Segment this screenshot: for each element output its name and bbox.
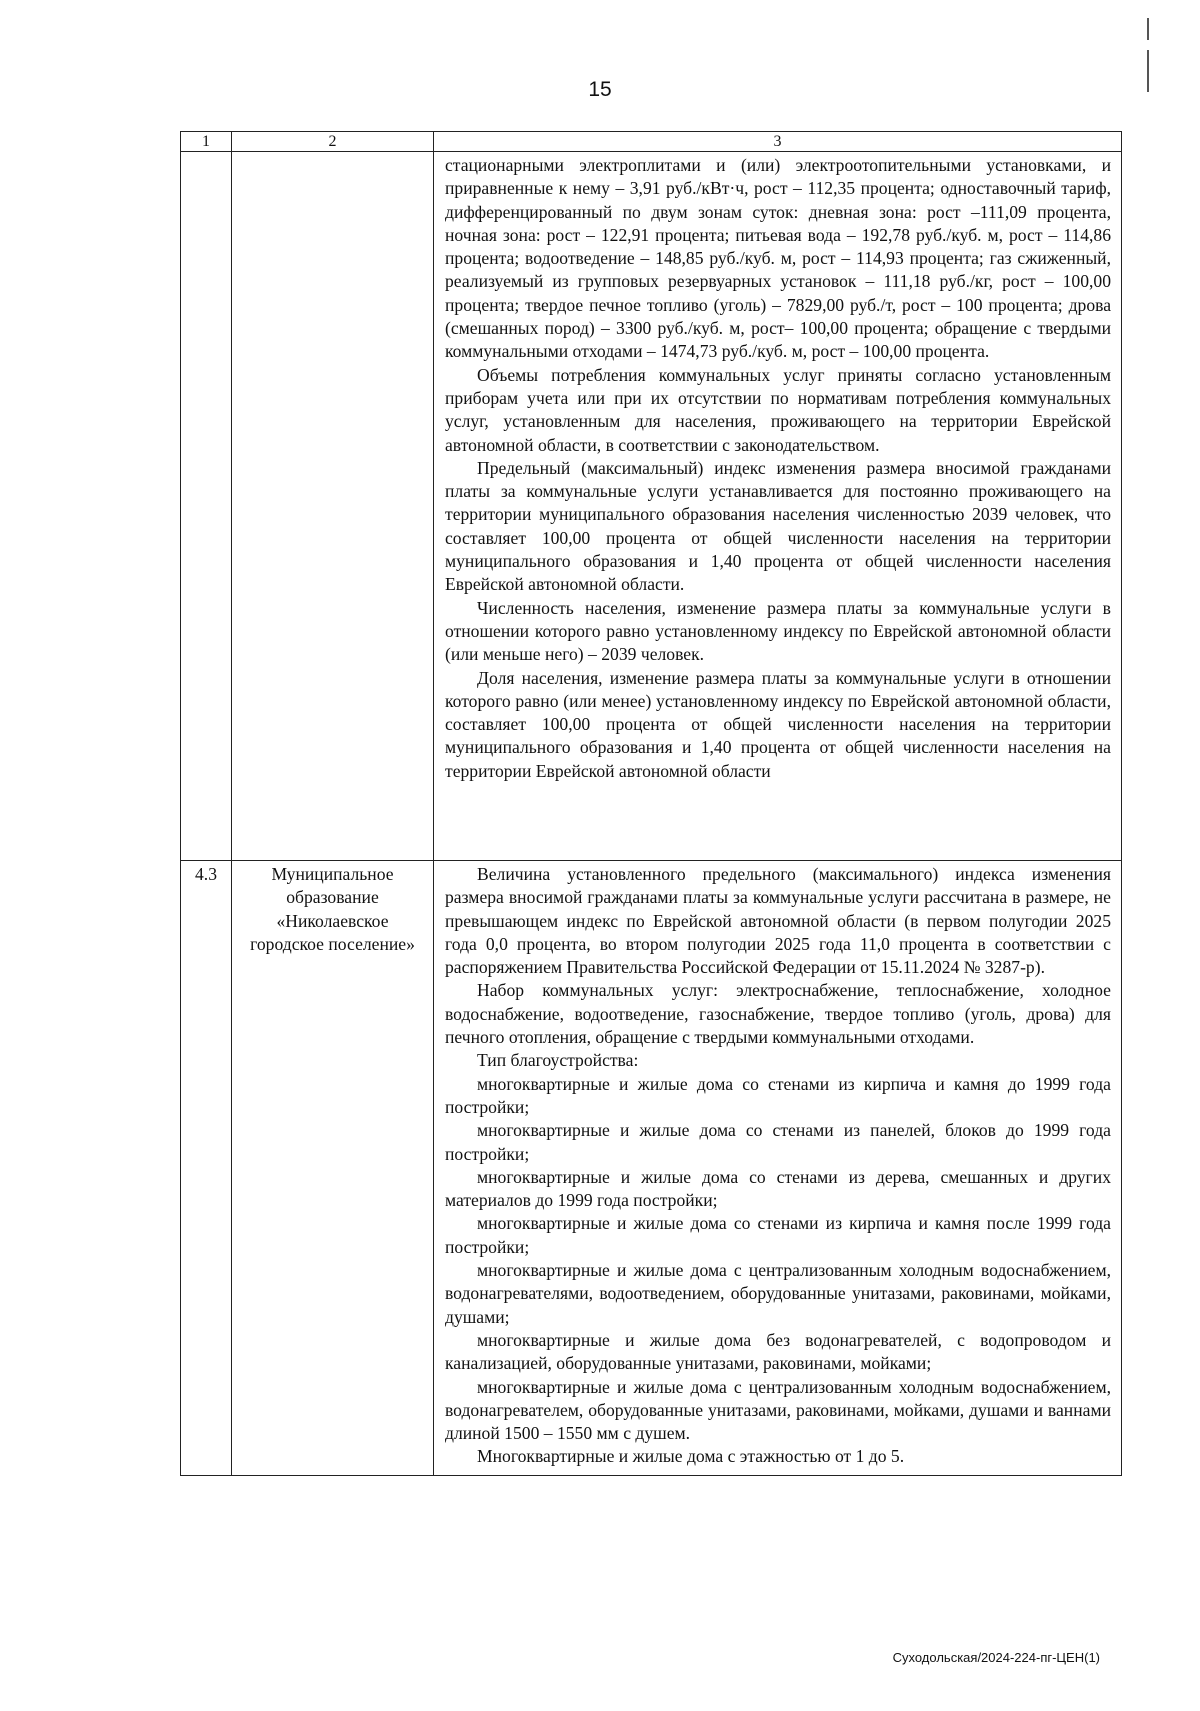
row-name-cell bbox=[232, 861, 434, 1476]
document-code: Суходольская/2024-224-пг-ЦЕН(1) bbox=[892, 1650, 1100, 1665]
row-name-cell bbox=[232, 152, 434, 861]
paragraph: Тип благоустройства: bbox=[477, 1050, 639, 1071]
paragraph: Предельный (максимальный) индекс изменения размера вносимой гражданами платы за коммунальные услуги устанавливается для постоянно проживающего на территории муниципального образования населения численностью 2039 человек, что составляет 100,00 процента от общей численности населения на территории муниципального образования и 1,40 процента от общей численности населения Еврейской автономной области. bbox=[445, 457, 1111, 595]
paragraph: Набор коммунальных услуг: электроснабжение, теплоснабжение, холодное водоснабжение, водоотведение, газоснабжение, твердое топливо (уголь, дрова) для печного отопления, обращение с твердыми коммунальными отходами. bbox=[445, 980, 1111, 1048]
list-item: многоквартирные и жилые дома с централизованным холодным водоснабжением, водонагревателями, водоотведением, оборудованные унитазами, раковинами, мойками, душами; bbox=[445, 1260, 1111, 1327]
row-description-cell bbox=[434, 152, 1122, 861]
paragraph: стационарными электроплитами и (или) электроотопительными установками, и приравненные к нему – 3,91 руб./кВт·ч, рост – 112,35 процента; одноставочный тариф, дифференцированный по двум зонам суток: дневная зона: рост –111,09 процента, ночная зона: рост – 122,91 процента; питьевая вода – 192,78 руб./куб. м, рост – 114,86 процента; водоотведение – 148,85 руб./куб. м, рост – 114,93 процента; газ сжиженный, реализуемый из групповых резервуарных установок – 111,18 руб./кг, рост – 100,00 процента; твердое печное топливо (уголь) – 7829,00 руб./т, рост – 100 процента; дрова (смешанных пород) – 3300 руб./куб. м, рост– 100,00 процента; обращение с твердыми коммунальными отходами – 1474,73 руб./куб. м, рост – 100,00 процента. bbox=[445, 155, 1111, 362]
page-number: 15 bbox=[588, 78, 612, 101]
paragraph: Доля населения, изменение размера платы за коммунальные услуги в отношении которого равно (или менее) установленному индексу по Еврейской автономной области, составляет 100,00 процента от общей численности населения на территории муниципального образования и 1,40 процента от общей численности населения на территории Еврейской автономной области bbox=[445, 667, 1111, 781]
list-item: многоквартирные и жилые дома без водонагревателей, с водопроводом и канализацией, оборудованные унитазами, раковинами, мойками; bbox=[445, 1329, 1111, 1374]
list-item: многоквартирные и жилые дома с централизованным холодным водоснабжением, водонагревателем, оборудованные унитазами, раковинами, мойками, душами и ваннами длиной 1500 – 1550 мм с душем. bbox=[445, 1376, 1111, 1444]
list-item: многоквартирные и жилые дома со стенами из кирпича и камня до 1999 года постройки; bbox=[445, 1073, 1111, 1117]
header-col-2: 2 bbox=[232, 132, 434, 152]
row-number-cell bbox=[181, 861, 232, 1476]
paragraph: Численность населения, изменение размера платы за коммунальные услуги в отношении которого равно установленному индексу по Еврейской автономной области (или меньше него) – 2039 человек. bbox=[445, 597, 1111, 665]
list-item: многоквартирные и жилые дома со стенами из панелей, блоков до 1999 года постройки; bbox=[445, 1120, 1111, 1164]
paragraph: Объемы потребления коммунальных услуг приняты согласно установленным приборам учета или при их отсутствии по нормативам потребления коммунальных услуг, установленным для населения, проживающего на территории Еврейской автономной области, в соответствии с законодательством. bbox=[445, 364, 1111, 455]
table-header-row bbox=[181, 132, 1122, 152]
table-row-4-3 bbox=[181, 861, 1122, 1476]
list-item: многоквартирные и жилые дома со стенами из дерева, смешанных и других материалов до 1999 года постройки; bbox=[445, 1166, 1111, 1211]
header-col-1: 1 bbox=[181, 132, 232, 152]
table-row-continued bbox=[181, 152, 1122, 861]
paragraph: Многоквартирные и жилые дома с этажностью от 1 до 5. bbox=[477, 1446, 905, 1467]
list-item: многоквартирные и жилые дома со стенами из кирпича и камня после 1999 года постройки; bbox=[445, 1213, 1111, 1257]
row-description-cell bbox=[434, 861, 1122, 1476]
scan-edge-mark bbox=[1147, 18, 1149, 40]
paragraph: Величина установленного предельного (максимального) индекса изменения размера вносимой гражданами платы за коммунальные услуги рассчитана в размере, не превышающем индекс по Еврейской автономной области (в первом полугодии 2025 года 0,0 процента, во втором полугодии 2025 года 11,0 процента в соответствии с распоряжением Правительства Российской Федерации от 15.11.2024 № 3287-р). bbox=[445, 864, 1111, 978]
tariff-table bbox=[180, 131, 1122, 1476]
municipality-name: Муниципальное образование «Николаевское городское поселение» bbox=[250, 864, 415, 954]
header-col-3: 3 bbox=[434, 132, 1122, 152]
row-number: 4.3 bbox=[195, 864, 217, 884]
row-number-cell bbox=[181, 152, 232, 861]
